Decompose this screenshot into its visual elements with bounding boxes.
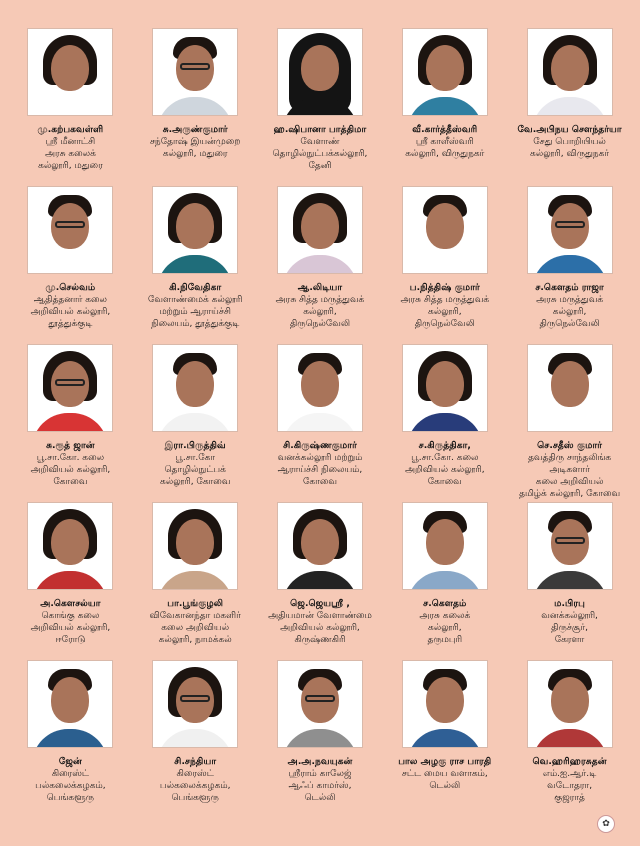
student-card (133, 26, 258, 184)
student-college: பூ.சா.கோ. கலை அறிவியல் கல்லூரி, கோவை (30, 453, 111, 487)
student-college: ஆதித்தனார் கலை அறிவியல் கல்லூரி, தூத்துக்குடி (30, 295, 111, 329)
student-name: கி.நிவேதிகா (169, 282, 222, 293)
student-card (8, 26, 133, 184)
student-photo (277, 660, 363, 748)
student-card (133, 184, 258, 342)
student-photo (402, 186, 488, 274)
student-name: அ.அ.நவயுகன் (287, 756, 353, 767)
student-card (8, 500, 133, 658)
student-photo (402, 28, 488, 116)
student-name: ம.பிரபு (554, 598, 586, 609)
student-card (258, 184, 383, 342)
student-college: அரசு சித்த மருத்துவக் கல்லூரி, திருநெல்வேலி (275, 295, 365, 329)
student-card (507, 342, 632, 500)
student-photo (27, 660, 113, 748)
student-card (133, 342, 258, 500)
student-college: சட்ட மைய வளாகம், டெல்லி (401, 769, 488, 791)
student-name: செ.சதீஸ் குமார் (537, 440, 603, 451)
student-card (133, 658, 258, 816)
student-photo (152, 660, 238, 748)
student-college: ஸ்ரீராம் காலேஜ் ஆஃப் காமர்ஸ், டெல்லி (288, 769, 352, 803)
student-college: விவேகானந்தா மகளிர் கலை அறிவியல் கல்லூரி, நாமக்கல் (149, 611, 241, 645)
student-card (258, 342, 383, 500)
student-photo (277, 344, 363, 432)
student-photo (152, 502, 238, 590)
student-card (382, 658, 507, 816)
student-card (8, 184, 133, 342)
student-card (258, 26, 383, 184)
student-name: சி.சந்தியா (174, 756, 217, 767)
student-name: வெ.ஹரிஹரசுதன் (532, 756, 607, 767)
student-photo (527, 28, 613, 116)
student-college: கிரைஸ்ட் பல்கலைக்கழகம், பெங்களூரு (159, 769, 231, 803)
student-college: வனக்கல்லூரி மற்றும் ஆராய்ச்சி நிலையம், கோவை (277, 453, 363, 487)
student-photo (27, 344, 113, 432)
student-name: ச.கிருத்திகா, (418, 440, 471, 451)
student-college: கிரைஸ்ட் பல்கலைக்கழகம், பெங்களூரு (35, 769, 106, 803)
student-card (382, 184, 507, 342)
student-college: சேது பொறியியல் கல்லூரி, விருதுநகர் (530, 137, 610, 159)
student-college: கொங்கு கலை அறிவியல் கல்லூரி, ஈரோடு (30, 611, 111, 645)
student-name: இரா.பிருத்திவ் (164, 440, 226, 451)
student-name: ப.நித்திஷ் குமார் (409, 282, 480, 293)
student-name: பா.பூங்குழலி (167, 598, 224, 609)
student-name: ச.கௌதம் (423, 598, 467, 609)
student-name: மு.செல்வம் (45, 282, 96, 293)
student-card (258, 500, 383, 658)
student-photo (527, 660, 613, 748)
student-card (382, 500, 507, 658)
student-name: ஜேன் (58, 756, 82, 767)
student-name: சி.கிருஷ்ணகுமார் (283, 440, 357, 451)
student-card (507, 500, 632, 658)
student-name: வே.அபிநய சௌந்தர்யா (517, 124, 622, 135)
student-photo (527, 502, 613, 590)
student-name: பால அழகு ராச பாரதி (398, 756, 492, 767)
student-card (8, 658, 133, 816)
student-photo (27, 502, 113, 590)
student-photo (27, 28, 113, 116)
logo-icon: ✿ (597, 815, 615, 833)
student-college: அரசு மருத்துவக் கல்லூரி, திருநெல்வேலி (536, 295, 604, 329)
student-college: வனக்கல்லூரி, திருச்சூர், கேரளா (541, 611, 598, 645)
student-photo (277, 186, 363, 274)
student-card (8, 342, 133, 500)
student-card (507, 184, 632, 342)
student-college: எம்.ஐ.ஆர்.டி வடோதரா, குஜராத் (542, 769, 597, 803)
student-photo (152, 28, 238, 116)
student-name: மு.கற்பகவள்ளி (37, 124, 104, 135)
student-card (382, 26, 507, 184)
student-grid (8, 26, 632, 816)
student-card (382, 342, 507, 500)
student-name: ச.கௌதம் ராஜா (535, 282, 604, 293)
student-card (507, 658, 632, 816)
student-college: அதியமான் வேளாண்மை அறிவியல் கல்லூரி, கிருஷ்ணகிரி (268, 611, 372, 645)
student-name: ஆ.லிடியா (297, 282, 343, 293)
student-college: ஸ்ரீ காளீஸ்வரி கல்லூரி, விருதுநகர் (405, 137, 485, 159)
student-name: சு.ரூத் ஜான் (46, 440, 95, 451)
student-college: பூ.சா.கோ. கலை அறிவியல் கல்லூரி, கோவை (404, 453, 485, 487)
student-college: ஸ்ரீ மீனாட்சி அரசு கலைக் கல்லூரி, மதுரை (38, 137, 103, 171)
student-photo (27, 186, 113, 274)
student-photo (277, 28, 363, 116)
student-name: ஜெ.ஜெயஸ்ரீ , (290, 598, 350, 609)
student-college: வேளாண்மைக் கல்லூரி மற்றும் ஆராய்ச்சி நிலையம், தூத்துக்குடி (148, 295, 243, 329)
student-college: பூ.சா.கோ தொழில்நுட்பக் கல்லூரி, கோவை (159, 453, 231, 487)
student-photo (152, 186, 238, 274)
student-college: தவத்திரு சாந்தலிங்க அடிகளார் கலை அறிவியல் தமிழ்க் கல்லூரி, கோவை (519, 453, 621, 499)
student-name: சு.அருண்குமார் (162, 124, 228, 135)
student-photo (527, 186, 613, 274)
student-college: வேளாண் தொழில்நுட்பக்கல்லூரி, தேனி (272, 137, 368, 171)
student-photo (402, 502, 488, 590)
student-college: சந்தோஷ் இயன்முறை கல்லூரி, மதுரை (149, 137, 241, 159)
student-photo (527, 344, 613, 432)
student-name: வீ.கார்த்தீஸ்வரி (412, 124, 478, 135)
student-photo (277, 502, 363, 590)
student-photo (402, 344, 488, 432)
student-name: ஹ.ஷிபானா பாத்திமா (273, 124, 367, 135)
student-card (258, 658, 383, 816)
student-photo (152, 344, 238, 432)
student-photo (402, 660, 488, 748)
student-college: அரசு கலைக் கல்லூரி, தருமபுரி (419, 611, 471, 645)
student-card (133, 500, 258, 658)
student-name: அ.கௌசல்யா (40, 598, 101, 609)
student-college: அரசு சித்த மருத்துவக் கல்லூரி, திருநெல்வேலி (400, 295, 490, 329)
student-card (507, 26, 632, 184)
